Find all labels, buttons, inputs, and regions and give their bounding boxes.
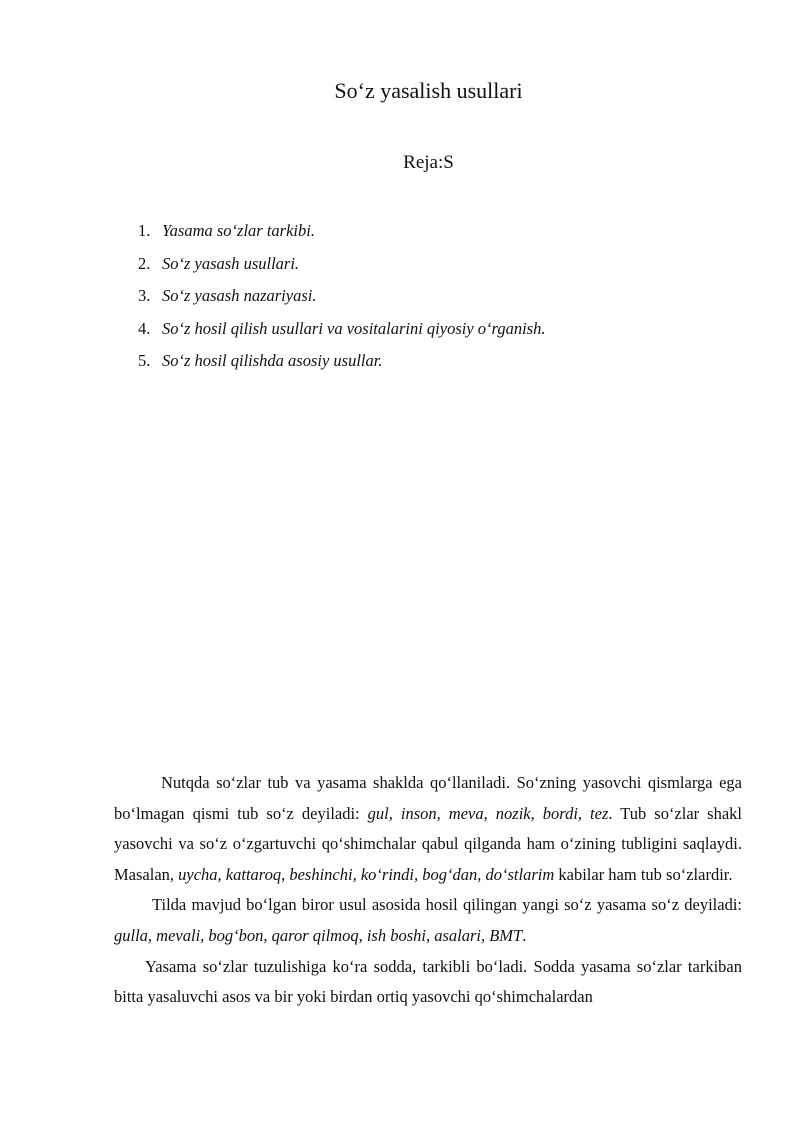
plan-item — [138, 219, 545, 252]
plan-item — [138, 317, 545, 350]
italic-examples: gul, inson, meva, nozik, bordi, tez — [367, 803, 609, 823]
plan-item-number: 3. — [138, 286, 151, 305]
text-segment: . — [522, 925, 527, 945]
body-text — [114, 768, 742, 1013]
text-segment: kabilar ham tub so‘zlardir. — [554, 864, 733, 884]
plan-item — [138, 252, 545, 285]
plan-item — [138, 349, 545, 382]
paragraph — [114, 952, 742, 1013]
text-segment: Nutqda so‘zlar tub va yasama shaklda qo‘llaniladi. So‘zning yasovchi qismlarga ega bo‘lmagan qismi tub so‘z deyiladi: — [114, 773, 742, 823]
plan-heading: Reja:S — [403, 152, 454, 173]
paragraph — [114, 890, 742, 951]
plan-item-text: So‘z hosil qilishda asosiy usullar. — [162, 351, 383, 370]
plan-item — [138, 284, 545, 317]
plan-item-number: 5. — [138, 351, 151, 370]
plan-item-text: So‘z hosil qilish usullari va vositalarini qiyosiy o‘rganish. — [162, 318, 546, 338]
plan-item-text: So‘z yasash usullari. — [162, 253, 300, 273]
plan-item-text: Yasama so‘zlar tarkibi. — [162, 221, 315, 240]
document-title: So‘z yasalish usullari — [334, 78, 523, 103]
plan-item-text: So‘z yasash nazariyasi. — [162, 286, 317, 305]
text-segment: Yasama so‘zlar tuzulishiga ko‘ra sodda, tarkibli bo‘ladi. Sodda yasama so‘zlar tarkiban bitta yasaluvchi asos va bir yoki birdan ortiq yasovchi qo‘shimchalardan — [114, 956, 742, 1007]
plan-item-number: 1. — [138, 221, 151, 240]
plan-list — [138, 219, 545, 382]
plan-item-number: 4. — [138, 318, 151, 338]
plan-item-number: 2. — [138, 253, 151, 273]
italic-examples: uycha, kattaroq, beshinchi, ko‘rindi, bog‘dan, do‘stlarim — [178, 864, 555, 884]
paragraph — [114, 768, 742, 890]
text-segment: Tilda mavjud bo‘lgan biror usul asosida hosil qilingan yangi so‘z yasama so‘z deyiladi: — [152, 895, 742, 915]
italic-examples: gulla, mevali, bog‘bon, qaror qilmoq, ish boshi, asalari, BMT — [114, 925, 523, 945]
text-segment: . Tub so‘zlar shakl yasovchi va so‘z o‘zgartuvchi qo‘shimchalar qabul qilganda ham o‘zining tubligini saqlaydi. Masalan, — [114, 803, 743, 884]
